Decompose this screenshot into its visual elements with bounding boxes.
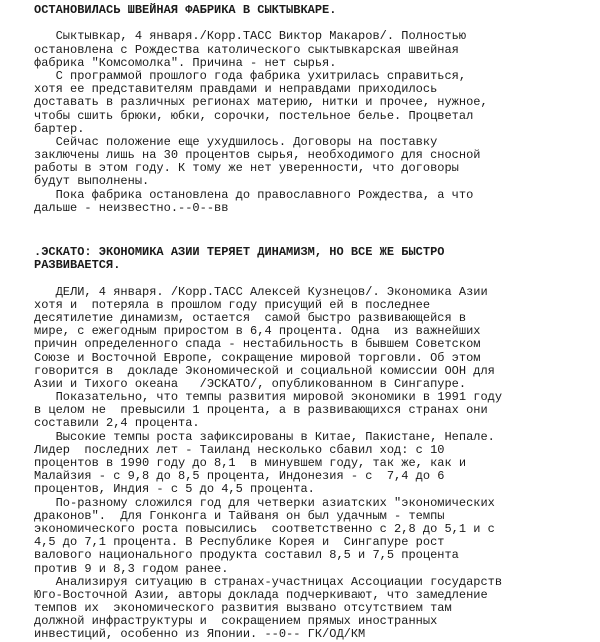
- text-line: С программой прошлого года фабрика ухитрилась справиться,: [34, 68, 467, 83]
- text-line: экономического роста повысились соответственно с 2,8 до 5,1 и с: [34, 521, 495, 536]
- text-line: бартер.: [34, 121, 85, 136]
- spacer: [34, 272, 594, 285]
- text-line: Сейчас положение еще ухудшилось. Договоры на поставку: [34, 134, 438, 149]
- article1-body: [34, 30, 594, 215]
- text-line: Лидер последних лет - Таиланд несколько сбавил ход: с 10: [34, 442, 445, 457]
- text-line: хотя и потеряла в прошлом году присущий ей в последнее: [34, 297, 431, 312]
- text-line: Союзе и Восточной Европе, сокращение мировой торговли. Об этом: [34, 350, 481, 365]
- text-line: доставать в различных регионах материю, нитки и прочее, нужное,: [34, 95, 488, 110]
- text-line: остановлена с Рождества католического сыктывкарская швейная: [34, 42, 459, 57]
- text-line: дальше - неизвестно.--0--вв: [34, 200, 229, 215]
- text-line: 4,5 до 7,1 процента. В Республике Корея и Сингапуре рост: [34, 535, 445, 550]
- article2-title: [34, 246, 594, 272]
- text-line: должной инфраструктуры и сокращением прямых иностранных: [34, 614, 438, 629]
- text-line: против 9 и 8,3 годом ранее.: [34, 561, 229, 576]
- text-line: процентов, Индия - с 5 до 4,5 процента.: [34, 482, 315, 497]
- text-line: Пока фабрика остановлена до православного Рождества, а что: [34, 187, 474, 202]
- article1-title: ОСТАНОВИЛАСЬ ШВЕЙНАЯ ФАБРИКА В СЫКТЫВКАРЕ.: [34, 3, 337, 17]
- text-line: Анализируя ситуацию в странах-участницах Ассоциации государств: [34, 574, 503, 589]
- text-line: валового национального продукта составил 8,5 и 7,5 процента: [34, 548, 459, 563]
- text-line: хотя ее представителям правдами и неправдами приходилось: [34, 82, 438, 97]
- text-line: Высокие темпы роста зафиксированы в Китае, Пакистане, Непале.: [34, 429, 495, 444]
- text-line: говорится в докладе Экономической и социальной комиссии ООН для: [34, 363, 495, 378]
- text-line: будут выполнены.: [34, 174, 150, 189]
- text-line: драконов". Для Гонконга и Тайваня он был удачным - темпы: [34, 508, 445, 523]
- text-line: чтобы сшить брюки, юбки, сорочки, постельное белье. Процветал: [34, 108, 474, 123]
- text-line: работы в этом году. К тому же нет уверенности, что договоры: [34, 161, 459, 176]
- text-line: фабрика "Комсомолка". Причина - нет сырья.: [34, 55, 337, 70]
- text-line: Азии и Тихого океана /ЭСКАТО/, опубликованном в Сингапуре.: [34, 376, 467, 391]
- spacer: [34, 215, 594, 246]
- text-line: темпов их экономического развития вызвано отсутствием там: [34, 601, 452, 616]
- text-line: причин определенного спада - нестабильность в бывшем Советском: [34, 337, 481, 352]
- text-line: процентов в 1990 году до 8,1 в минувшем году, так же, как и: [34, 456, 467, 470]
- document: [34, 4, 594, 642]
- text-line: инвестиций, особенно из Японии. --0-- ГК/ОД/КМ: [34, 627, 366, 642]
- text-line: заключены лишь на 30 процентов сырья, необходимого для сносной: [34, 148, 481, 163]
- text-line: составили 2,4 процента.: [34, 416, 200, 431]
- text-line: в целом не превысили 1 процента, а в развивающихся странах они: [34, 403, 488, 418]
- text-line: Сыктывкар, 4 января./Корр.ТАСС Виктор Макаров/. Полностью: [34, 29, 467, 44]
- text-line: РАЗВИВАЕТСЯ.: [34, 258, 121, 273]
- text-line: мире, с ежегодным приростом в 6,4 процента. Одна из важнейших: [34, 324, 481, 339]
- text-line: Показательно, что темпы развития мировой экономики в 1991 году: [34, 390, 503, 405]
- text-line: Малайзия - с 9,8 до 8,5 процента, Индонезия - с 7,4 до 6: [34, 469, 445, 484]
- article2-body: [34, 286, 594, 642]
- text-line: .ЭСКАТО: ЭКОНОМИКА АЗИИ ТЕРЯЕТ ДИНАМИЗМ, НО ВСЕ ЖЕ БЫСТРО: [34, 245, 445, 259]
- text-line: По-разному сложился год для четверки азиатских "экономических: [34, 495, 495, 510]
- text-line: Юго-Восточной Азии, авторы доклада подчеркивают, что замедление: [34, 587, 488, 602]
- text-line: ДЕЛИ, 4 января. /Корр.ТАСС Алексей Кузнецов/. Экономика Азии: [34, 284, 488, 299]
- text-line: десятилетие динамизм, остается самой быстро развивающейся в: [34, 310, 467, 325]
